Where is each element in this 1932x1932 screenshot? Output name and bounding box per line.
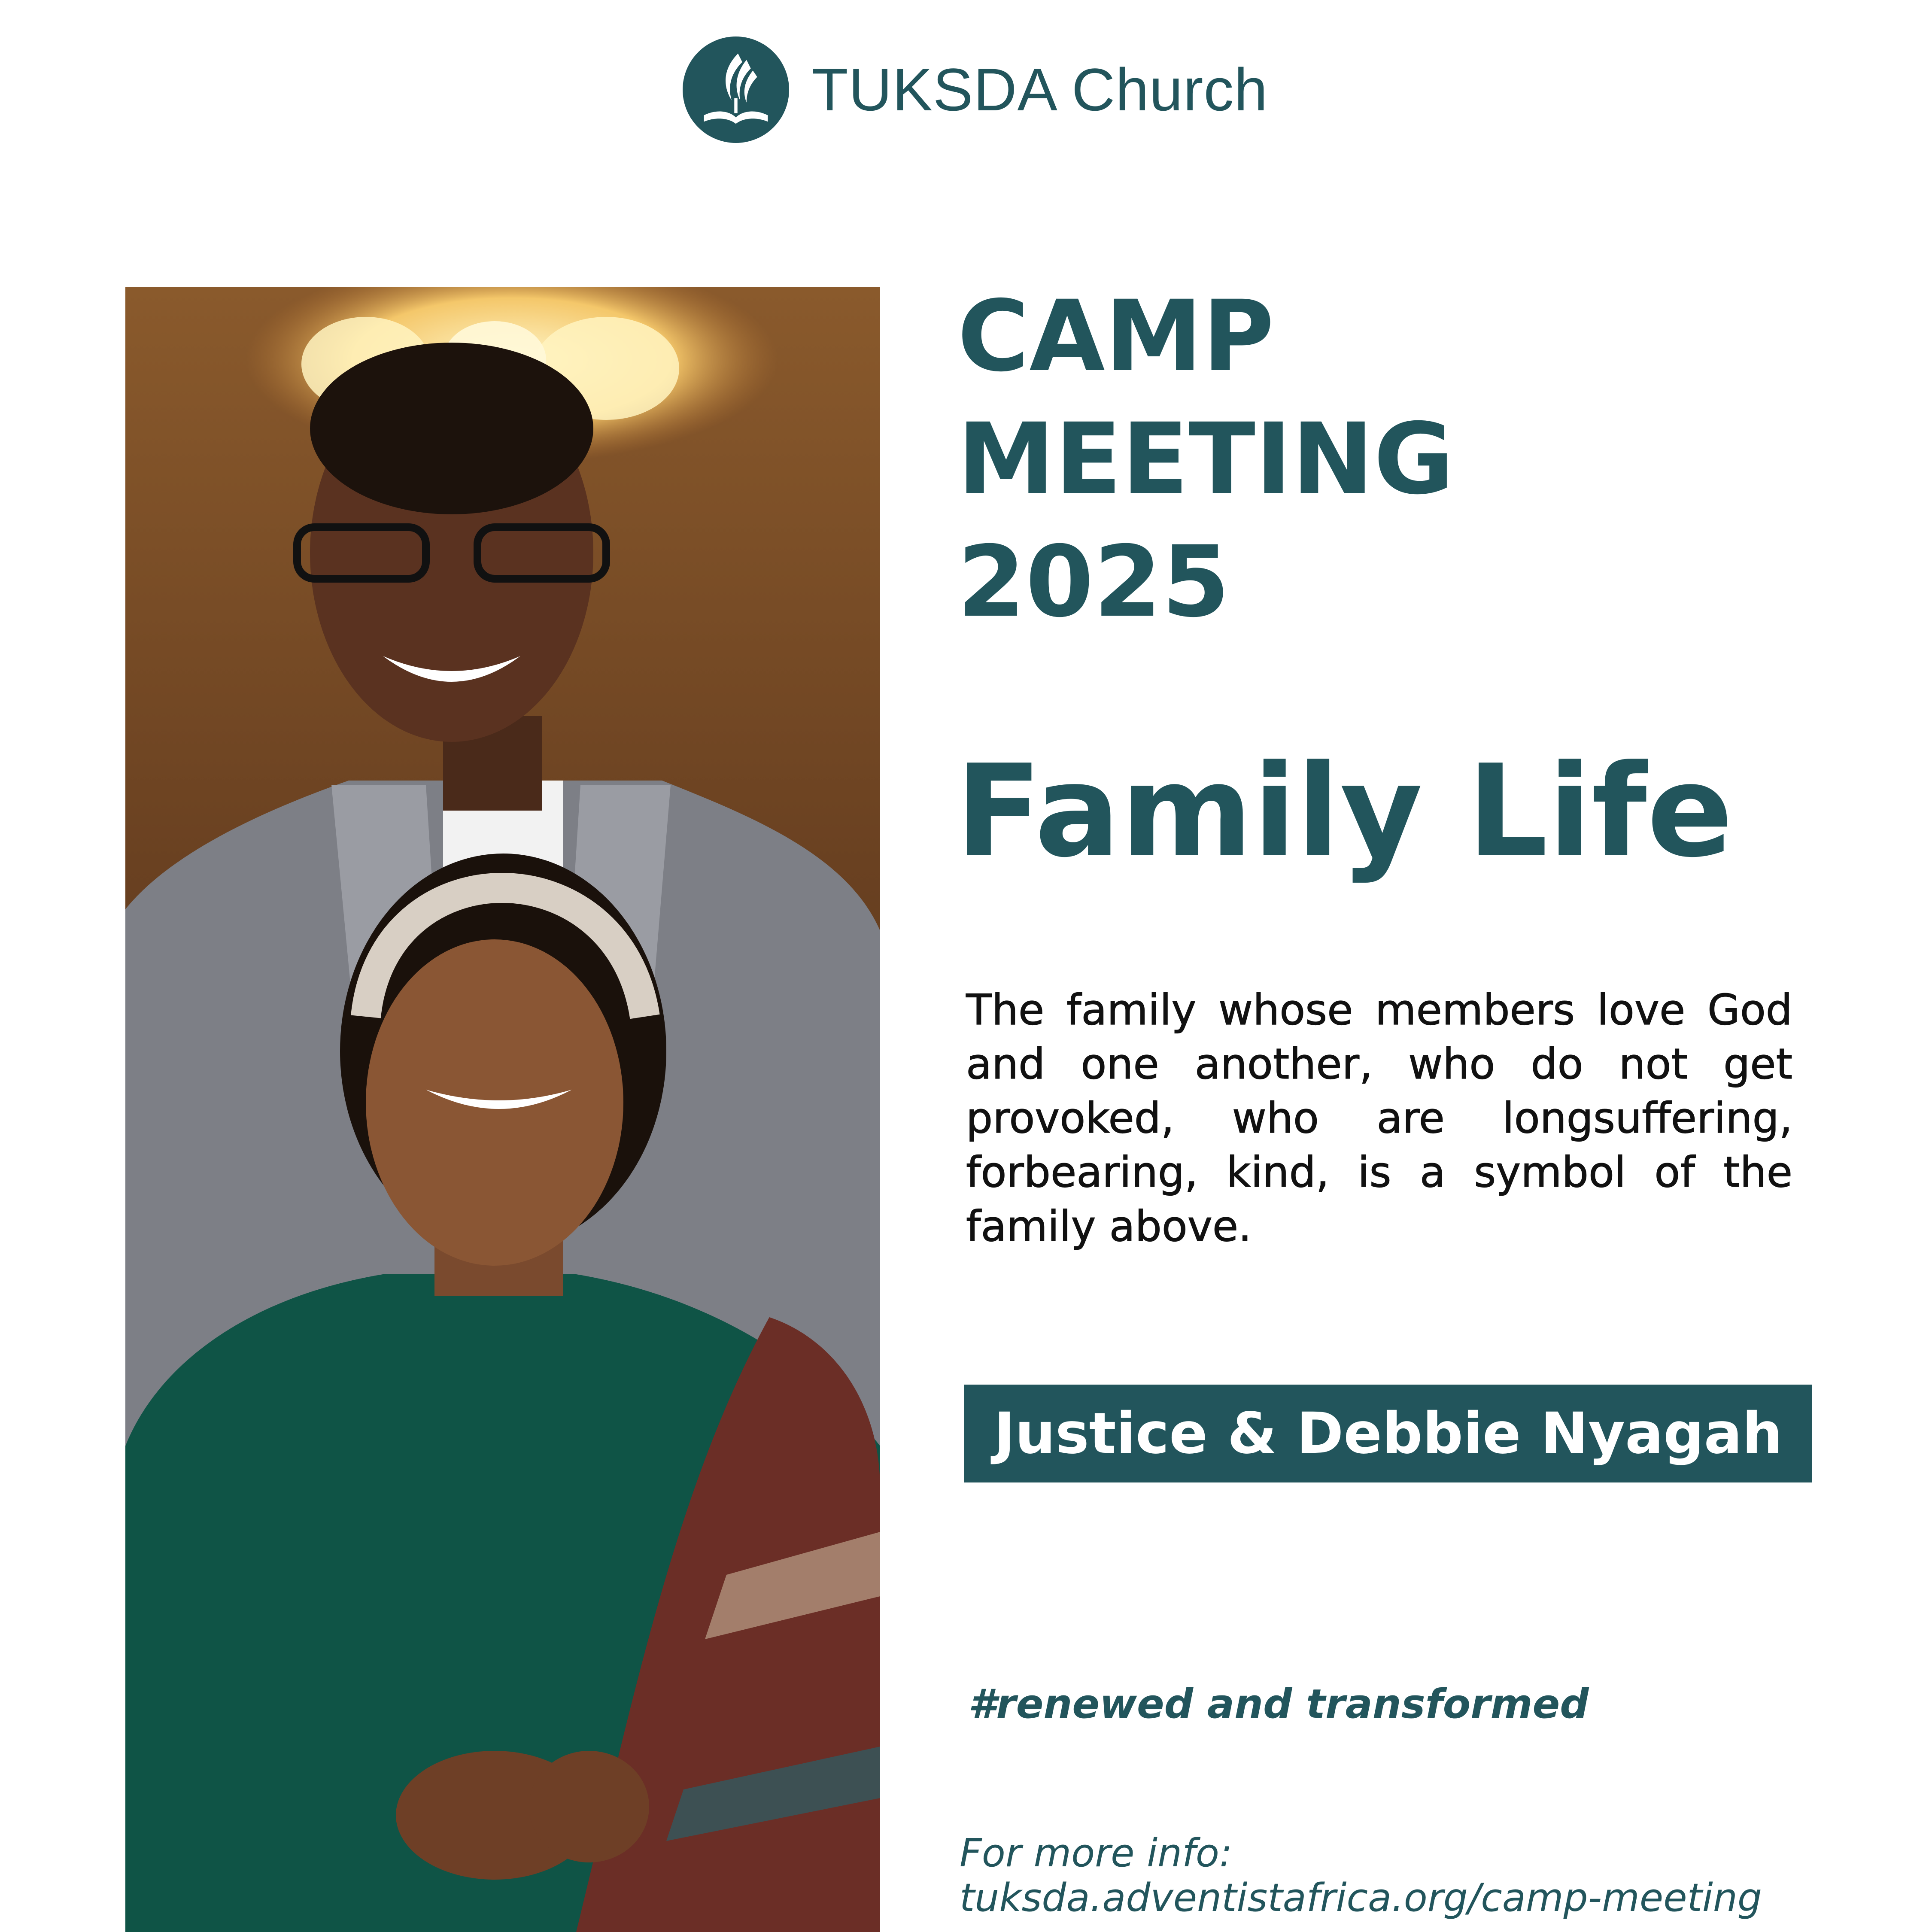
couple-portrait-photo <box>125 287 880 1932</box>
portrait-illustration <box>125 287 880 1932</box>
theme-heading: Family Life <box>955 737 1733 885</box>
event-title-line: 2025 <box>957 525 1230 639</box>
event-title <box>957 275 1601 643</box>
event-title-line: MEETING <box>957 402 1454 516</box>
sda-flame-bible-icon <box>683 36 789 143</box>
speaker-name: Justice & Debbie Nyagah <box>994 1400 1783 1467</box>
more-info-label: For more info: <box>960 1831 1233 1876</box>
quote-text: The family whose members love God and one another, who do not get provoked, who are longsuffering, forbearing, kind, is a symbol of the family above. <box>966 986 1792 1251</box>
more-info <box>960 1831 1762 1920</box>
brand-logo <box>683 36 1268 143</box>
event-title-line: CAMP <box>957 279 1274 393</box>
more-info-link[interactable]: tuksda.adventistafrica.org/camp-meeting <box>960 1875 1762 1920</box>
speaker-banner <box>964 1385 1812 1482</box>
church-name: TUKSDA Church <box>811 56 1268 123</box>
hashtag: #renewed and transformed <box>968 1681 1589 1728</box>
